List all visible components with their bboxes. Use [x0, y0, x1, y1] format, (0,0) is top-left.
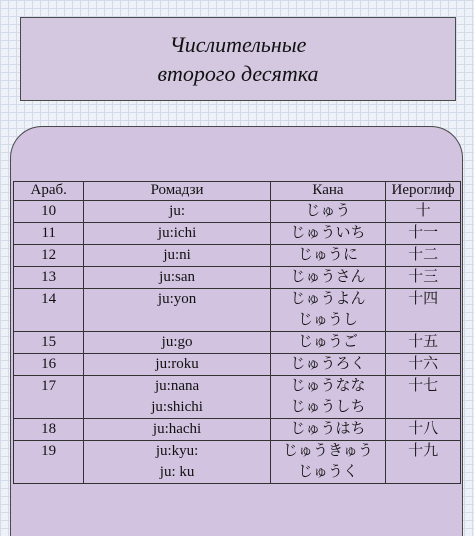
- header-arab: Араб.: [14, 182, 84, 201]
- cell-arab: 15: [14, 332, 84, 354]
- title-line-1: Числительные: [169, 32, 307, 57]
- cell-romaji: [84, 376, 270, 419]
- cell-arab: 18: [14, 419, 84, 441]
- cell-arab: 12: [14, 245, 84, 267]
- cell-kanji: 十九: [386, 441, 461, 484]
- cell-kanji: 十: [386, 201, 461, 223]
- kana-text: じゅうしち: [290, 399, 366, 415]
- table-row: [14, 267, 461, 289]
- table-row: [14, 289, 461, 332]
- cell-kanji: 十二: [386, 245, 461, 267]
- numbers-table: [13, 181, 461, 484]
- romaji-text: ju: ku: [159, 464, 195, 480]
- romaji-text: ju:roku: [155, 356, 199, 372]
- kana-text: じゅうなな: [290, 378, 366, 394]
- kana-text: じゅう: [305, 203, 351, 219]
- cell-kana: [270, 223, 385, 245]
- header-romaji: Ромадзи: [84, 182, 270, 201]
- table-body: [14, 201, 461, 484]
- romaji-text: ju:go: [161, 334, 193, 350]
- table-row: [14, 332, 461, 354]
- romaji-text: ju:nana: [155, 378, 200, 394]
- cell-kana: [270, 332, 385, 354]
- cell-kanji: 十一: [386, 223, 461, 245]
- kana-text: じゅうご: [297, 334, 358, 350]
- cell-kana: [270, 201, 385, 223]
- cell-romaji: [84, 245, 270, 267]
- header-kana: Кана: [270, 182, 385, 201]
- cell-kanji: 十四: [386, 289, 461, 332]
- kana-text: じゅうし: [297, 312, 358, 328]
- title-box: [20, 17, 456, 101]
- cell-romaji: [84, 267, 270, 289]
- cell-arab: 10: [14, 201, 84, 223]
- kana-text: じゅうろく: [290, 356, 366, 372]
- table-row: [14, 376, 461, 419]
- cell-kana: [270, 354, 385, 376]
- kana-text: じゅうに: [297, 247, 358, 263]
- cell-arab: 13: [14, 267, 84, 289]
- table-row: [14, 441, 461, 484]
- kana-text: じゅうさん: [290, 269, 366, 285]
- romaji-text: ju:ni: [163, 247, 191, 263]
- kana-text: じゅうく: [297, 464, 358, 480]
- cell-romaji: [84, 223, 270, 245]
- romaji-text: ju:san: [159, 269, 195, 285]
- kana-text: じゅうよん: [290, 291, 366, 307]
- cell-kanji: 十八: [386, 419, 461, 441]
- kana-text: じゅういち: [290, 225, 366, 241]
- table-header-row: [14, 182, 461, 201]
- romaji-text: ju:kyu:: [155, 443, 199, 459]
- cell-kanji: 十六: [386, 354, 461, 376]
- cell-arab: 17: [14, 376, 84, 419]
- cell-arab: 19: [14, 441, 84, 484]
- cell-romaji: [84, 354, 270, 376]
- cell-kanji: 十五: [386, 332, 461, 354]
- table-row: [14, 223, 461, 245]
- romaji-text: ju:yon: [157, 291, 197, 307]
- table-row: [14, 419, 461, 441]
- header-kanji: Иероглиф: [386, 182, 461, 201]
- table-row: [14, 201, 461, 223]
- cell-romaji: [84, 289, 270, 332]
- cell-arab: 14: [14, 289, 84, 332]
- table-row: [14, 354, 461, 376]
- table-row: [14, 245, 461, 267]
- cell-arab: 16: [14, 354, 84, 376]
- kana-text: じゅうはち: [290, 421, 366, 437]
- cell-kana: [270, 245, 385, 267]
- cell-romaji: [84, 201, 270, 223]
- cell-kana: [270, 441, 385, 484]
- romaji-text: ju:: [169, 203, 185, 219]
- cell-kana: [270, 419, 385, 441]
- romaji-text: ju:ichi: [157, 225, 197, 241]
- cell-romaji: [84, 332, 270, 354]
- cell-romaji: [84, 419, 270, 441]
- kana-text: じゅうきゅう: [282, 443, 373, 459]
- cell-romaji: [84, 441, 270, 484]
- cell-arab: 11: [14, 223, 84, 245]
- cell-kanji: 十三: [386, 267, 461, 289]
- romaji-text: ju:shichi: [151, 399, 203, 415]
- cell-kana: [270, 267, 385, 289]
- cell-kana: [270, 289, 385, 332]
- romaji-text: ju:hachi: [152, 421, 202, 437]
- title-line-2: второго десятка: [157, 61, 319, 86]
- cell-kana: [270, 376, 385, 419]
- cell-kanji: 十七: [386, 376, 461, 419]
